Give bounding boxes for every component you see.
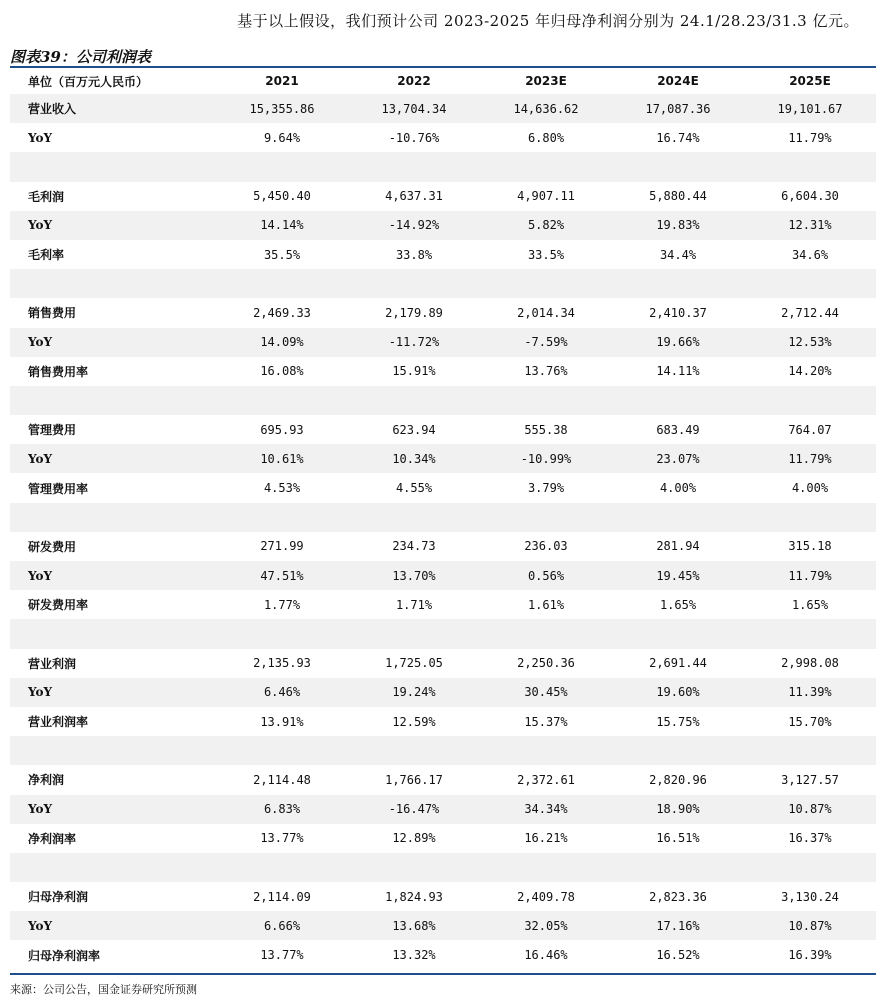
row-value: 16.46% xyxy=(524,948,568,963)
row-value: 15.75% xyxy=(656,714,700,729)
table-row xyxy=(10,940,876,969)
row-value xyxy=(480,503,612,532)
row-value: 13.77% xyxy=(260,831,304,846)
row-value xyxy=(612,853,744,882)
table-row xyxy=(10,328,876,357)
row-value: 15.70% xyxy=(788,714,832,729)
row-value: 2,820.96 xyxy=(649,772,707,787)
row-value: 16.39% xyxy=(788,948,832,963)
row-value: 13.91% xyxy=(260,714,304,729)
row-value: 2,114.09 xyxy=(253,889,311,904)
row-label: 归母净利润 xyxy=(28,890,89,905)
row-value: 5,880.44 xyxy=(649,189,707,204)
row-value: 19,101.67 xyxy=(744,94,876,123)
row-value xyxy=(348,152,480,181)
row-value: 12.53% xyxy=(744,328,876,357)
row-value: 2,410.37 xyxy=(649,305,707,320)
table-row xyxy=(10,707,876,736)
row-value: 14,636.62 xyxy=(480,94,612,123)
row-value: 6.46% xyxy=(216,678,348,707)
row-value: 2,179.89 xyxy=(385,305,443,320)
row-value: 2,409.78 xyxy=(517,889,575,904)
row-value: 271.99 xyxy=(260,539,304,554)
row-label: YoY xyxy=(10,561,216,590)
header-year: 2025E xyxy=(789,74,831,88)
row-value: 1.77% xyxy=(263,597,301,612)
row-value: 16.08% xyxy=(260,364,304,379)
row-value: 683.49 xyxy=(656,422,700,437)
row-value: 13.77% xyxy=(260,948,304,963)
row-value xyxy=(480,619,612,648)
intro-paragraph: 基于以上假设，我们预计公司 2023-2025 年归母净利润分别为 24.1/28.23/31.3 亿元。 xyxy=(237,12,859,30)
row-value: 15,355.86 xyxy=(216,94,348,123)
figure-title: 图表39：公司利润表 xyxy=(10,48,151,66)
table-row xyxy=(10,853,876,882)
row-value xyxy=(480,853,612,882)
table-row xyxy=(10,619,876,648)
row-value: 281.94 xyxy=(656,539,700,554)
row-value: 2,998.08 xyxy=(781,656,839,671)
row-value: 3,127.57 xyxy=(781,772,839,787)
row-value: -16.47% xyxy=(348,795,480,824)
row-value xyxy=(348,503,480,532)
table-header-row xyxy=(10,68,876,94)
row-label: 销售费用率 xyxy=(28,364,89,379)
table-row xyxy=(10,590,876,619)
row-value xyxy=(744,152,876,181)
row-label: 研发费用率 xyxy=(28,598,89,613)
header-year: 2021 xyxy=(265,74,299,88)
row-value: -14.92% xyxy=(348,211,480,240)
row-value: 19.60% xyxy=(612,678,744,707)
row-label: 净利润率 xyxy=(28,831,77,846)
row-label: 毛利率 xyxy=(28,248,65,263)
row-value: 33.5% xyxy=(527,247,565,262)
row-value: 15.91% xyxy=(392,364,436,379)
table-row xyxy=(10,503,876,532)
row-label: 归母净利润率 xyxy=(28,948,101,963)
table-row xyxy=(10,298,876,327)
row-value xyxy=(612,503,744,532)
row-value: 11.79% xyxy=(744,444,876,473)
row-value: 1,824.93 xyxy=(385,889,443,904)
table-row xyxy=(10,561,876,590)
row-value: 4.55% xyxy=(395,481,433,496)
row-value xyxy=(744,853,876,882)
row-value: 623.94 xyxy=(392,422,436,437)
table-row xyxy=(10,240,876,269)
row-value xyxy=(216,386,348,415)
table-row xyxy=(10,765,876,794)
row-value: 14.09% xyxy=(216,328,348,357)
row-value: 47.51% xyxy=(216,561,348,590)
row-label xyxy=(10,503,216,532)
row-value: 19.45% xyxy=(612,561,744,590)
row-value: 1.65% xyxy=(791,597,829,612)
row-value: 1,725.05 xyxy=(385,656,443,671)
row-value: 695.93 xyxy=(260,422,304,437)
table-row xyxy=(10,882,876,911)
row-value: 34.4% xyxy=(659,247,697,262)
table-row xyxy=(10,532,876,561)
row-label: YoY xyxy=(10,444,216,473)
row-value xyxy=(612,386,744,415)
row-value xyxy=(216,736,348,765)
row-value: -10.76% xyxy=(388,130,440,145)
row-value: 555.38 xyxy=(524,422,568,437)
row-value xyxy=(744,269,876,298)
row-value: 236.03 xyxy=(524,539,568,554)
table-row xyxy=(10,736,876,765)
table-row xyxy=(10,94,876,123)
row-value: 2,014.34 xyxy=(517,305,575,320)
row-value: 13.70% xyxy=(348,561,480,590)
row-value: 2,712.44 xyxy=(781,305,839,320)
row-value: 10.61% xyxy=(216,444,348,473)
row-value: 34.34% xyxy=(480,795,612,824)
row-value: 34.6% xyxy=(791,247,829,262)
row-label xyxy=(10,853,216,882)
row-value xyxy=(348,853,480,882)
row-label: 营业利润 xyxy=(28,656,77,671)
row-value: 14.20% xyxy=(788,364,832,379)
table-row xyxy=(10,678,876,707)
row-value: 2,823.36 xyxy=(649,889,707,904)
income-statement-table xyxy=(10,68,876,970)
row-value: 2,250.36 xyxy=(517,656,575,671)
row-value: 16.52% xyxy=(656,948,700,963)
row-value: 2,691.44 xyxy=(649,656,707,671)
row-value: 11.79% xyxy=(744,561,876,590)
row-value xyxy=(216,503,348,532)
header-year: 2023E xyxy=(525,74,567,88)
row-value xyxy=(480,152,612,181)
row-value xyxy=(480,386,612,415)
row-value: 14.11% xyxy=(656,364,700,379)
table-row xyxy=(10,415,876,444)
row-value: 16.21% xyxy=(524,831,568,846)
row-value xyxy=(480,269,612,298)
row-label: YoY xyxy=(10,211,216,240)
row-value: 17.16% xyxy=(612,911,744,940)
table-row xyxy=(10,824,876,853)
row-label xyxy=(10,386,216,415)
row-value xyxy=(744,503,876,532)
row-value: 1.71% xyxy=(395,597,433,612)
row-label: 销售费用 xyxy=(28,306,77,321)
row-value xyxy=(216,619,348,648)
row-value: 4.00% xyxy=(791,481,829,496)
row-value: 4,637.31 xyxy=(385,189,443,204)
row-label: 净利润 xyxy=(28,773,65,788)
table-row xyxy=(10,182,876,211)
source-note: 来源：公司公告，国金证券研究所预测 xyxy=(10,983,197,996)
row-value: 0.56% xyxy=(480,561,612,590)
row-value: 13.32% xyxy=(392,948,436,963)
row-label: YoY xyxy=(10,328,216,357)
row-label: YoY xyxy=(28,130,53,145)
row-value xyxy=(612,269,744,298)
row-value xyxy=(216,152,348,181)
row-value: 11.39% xyxy=(744,678,876,707)
row-value xyxy=(216,269,348,298)
header-year: 2024E xyxy=(657,74,699,88)
row-value: 5.82% xyxy=(480,211,612,240)
row-value: 19.24% xyxy=(348,678,480,707)
header-unit: 单位（百万元人民币） xyxy=(28,74,149,89)
row-value: 764.07 xyxy=(788,422,832,437)
row-value xyxy=(348,386,480,415)
row-label xyxy=(10,152,216,181)
row-value: 23.07% xyxy=(612,444,744,473)
table-bottom-rule xyxy=(10,973,876,975)
row-value: -7.59% xyxy=(480,328,612,357)
row-value: 16.37% xyxy=(788,831,832,846)
row-value xyxy=(744,619,876,648)
row-label: YoY xyxy=(10,678,216,707)
table-row xyxy=(10,269,876,298)
row-value xyxy=(216,853,348,882)
row-value: 16.74% xyxy=(656,130,700,145)
table-row xyxy=(10,357,876,386)
row-label: YoY xyxy=(10,911,216,940)
row-value xyxy=(348,269,480,298)
row-value: 2,372.61 xyxy=(517,772,575,787)
row-value: 18.90% xyxy=(612,795,744,824)
row-value: 10.87% xyxy=(744,911,876,940)
table-row xyxy=(10,795,876,824)
row-value: 15.37% xyxy=(524,714,568,729)
row-label: 营业利润率 xyxy=(28,715,89,730)
row-value: 19.66% xyxy=(612,328,744,357)
row-value: 10.87% xyxy=(744,795,876,824)
table-row xyxy=(10,444,876,473)
row-value: 12.89% xyxy=(392,831,436,846)
row-value: 4.00% xyxy=(659,481,697,496)
row-value: 33.8% xyxy=(395,247,433,262)
row-value: 4,907.11 xyxy=(517,189,575,204)
row-value xyxy=(348,619,480,648)
row-value: 1.61% xyxy=(527,597,565,612)
row-value: 234.73 xyxy=(392,539,436,554)
row-value: 9.64% xyxy=(263,130,301,145)
row-label: 营业收入 xyxy=(10,94,216,123)
row-value xyxy=(612,736,744,765)
row-value: 6.66% xyxy=(216,911,348,940)
table-row xyxy=(10,123,876,152)
row-value: 32.05% xyxy=(480,911,612,940)
table-row xyxy=(10,386,876,415)
row-value: 3,130.24 xyxy=(781,889,839,904)
row-value: 30.45% xyxy=(480,678,612,707)
row-label: 管理费用 xyxy=(28,423,77,438)
row-value: 12.59% xyxy=(392,714,436,729)
row-value xyxy=(348,736,480,765)
row-value: 315.18 xyxy=(788,539,832,554)
row-value: 19.83% xyxy=(612,211,744,240)
row-value: 5,450.40 xyxy=(253,189,311,204)
row-value: 16.51% xyxy=(656,831,700,846)
row-label: YoY xyxy=(10,795,216,824)
row-value: 17,087.36 xyxy=(612,94,744,123)
row-value: -11.72% xyxy=(348,328,480,357)
row-value: -10.99% xyxy=(480,444,612,473)
row-value: 10.34% xyxy=(348,444,480,473)
row-value: 6.83% xyxy=(216,795,348,824)
table-row xyxy=(10,211,876,240)
row-value: 4.53% xyxy=(263,481,301,496)
row-value: 6.80% xyxy=(527,130,565,145)
header-year: 2022 xyxy=(397,74,431,88)
row-label xyxy=(10,736,216,765)
row-value: 2,135.93 xyxy=(253,656,311,671)
row-value xyxy=(744,386,876,415)
table-row xyxy=(10,152,876,181)
row-value: 13.76% xyxy=(524,364,568,379)
row-value: 3.79% xyxy=(527,481,565,496)
row-value: 6,604.30 xyxy=(781,189,839,204)
row-value: 35.5% xyxy=(263,247,301,262)
row-value: 1.65% xyxy=(659,597,697,612)
row-value xyxy=(612,619,744,648)
row-value xyxy=(744,736,876,765)
row-value xyxy=(612,152,744,181)
row-value: 12.31% xyxy=(744,211,876,240)
row-label xyxy=(10,269,216,298)
row-label: 管理费用率 xyxy=(28,481,89,496)
row-label xyxy=(10,619,216,648)
row-value: 13.68% xyxy=(348,911,480,940)
row-value xyxy=(480,736,612,765)
row-value: 14.14% xyxy=(216,211,348,240)
table-row xyxy=(10,473,876,502)
row-label: 研发费用 xyxy=(28,539,77,554)
row-value: 2,114.48 xyxy=(253,772,311,787)
row-label: 毛利润 xyxy=(28,189,65,204)
row-value: 2,469.33 xyxy=(253,305,311,320)
row-value: 11.79% xyxy=(788,130,832,145)
row-value: 13,704.34 xyxy=(348,94,480,123)
table-row xyxy=(10,911,876,940)
row-value: 1,766.17 xyxy=(385,772,443,787)
table-row xyxy=(10,649,876,678)
